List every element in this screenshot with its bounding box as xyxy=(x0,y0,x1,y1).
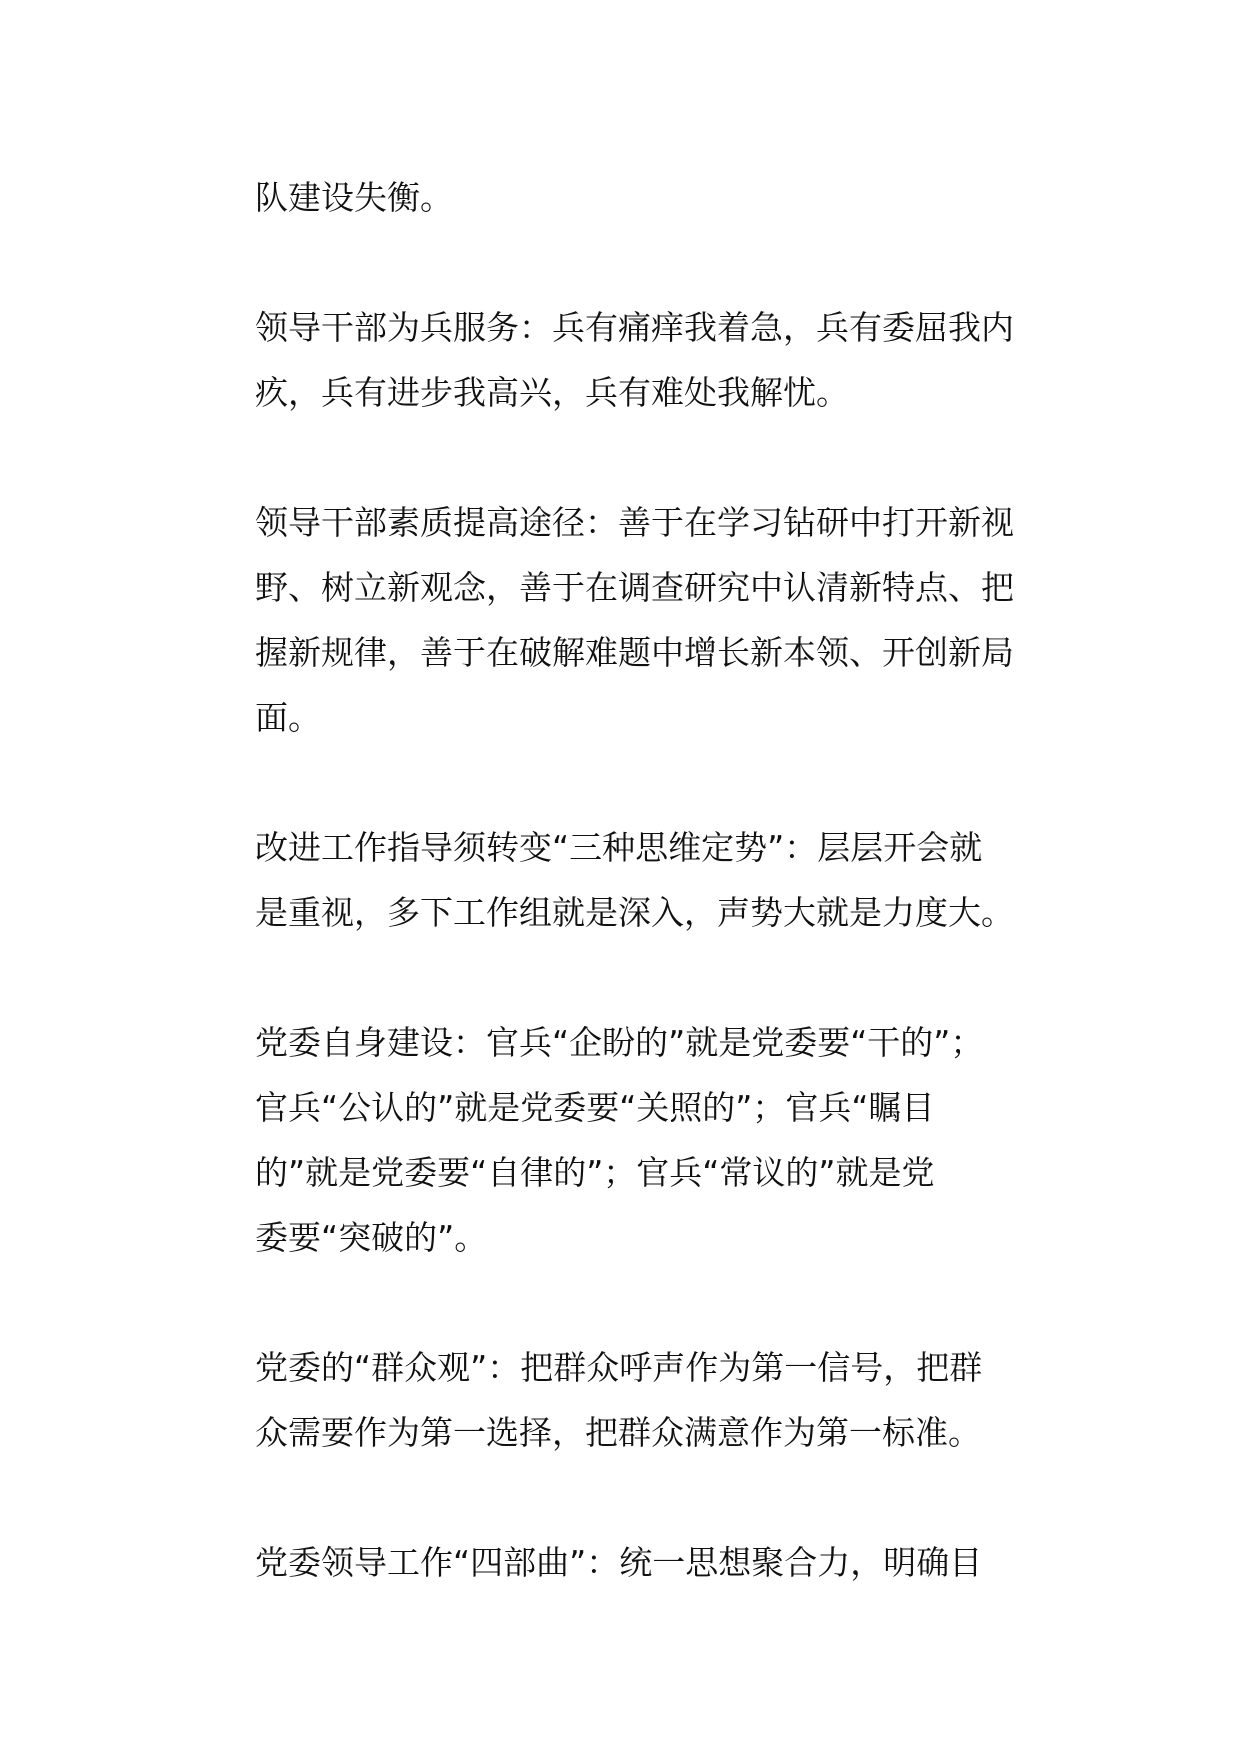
document-body xyxy=(255,165,1075,1595)
paragraph xyxy=(255,1335,1075,1465)
text-line: 野、树立新观念，善于在调查研究中认清新特点、把 xyxy=(255,568,1014,607)
text-line: 党委领导工作“四部曲”：统一思想聚合力，明确目 xyxy=(255,1543,983,1582)
paragraph xyxy=(255,490,1075,750)
text-line: 的”就是党委要“自律的”；官兵“常议的”就是党 xyxy=(255,1153,935,1192)
text-line: 面。 xyxy=(255,698,321,737)
text-line: 改进工作指导须转变“三种思维定势”：层层开会就 xyxy=(255,828,983,867)
text-line: 委要“突破的”。 xyxy=(255,1218,488,1257)
text-line: 是重视，多下工作组就是深入，声势大就是力度大。 xyxy=(255,893,1014,932)
text-line: 领导干部为兵服务：兵有痛痒我着急，兵有委屈我内 xyxy=(255,308,1014,347)
paragraph xyxy=(255,815,1075,945)
paragraph xyxy=(255,295,1075,425)
paragraph xyxy=(255,165,1075,230)
paragraph xyxy=(255,1530,1075,1595)
paragraph xyxy=(255,1010,1075,1270)
text-line: 握新规律，善于在破解难题中增长新本领、开创新局 xyxy=(255,633,1014,672)
text-line: 疚，兵有进步我高兴，兵有难处我解忧。 xyxy=(255,373,849,412)
text-line: 官兵“公认的”就是党委要“关照的”；官兵“瞩目 xyxy=(255,1088,935,1127)
text-line: 党委自身建设：官兵“企盼的”就是党委要“干的”； xyxy=(255,1023,984,1062)
text-line: 党委的“群众观”：把群众呼声作为第一信号，把群 xyxy=(255,1348,983,1387)
text-line: 队建设失衡。 xyxy=(255,178,453,217)
text-line: 众需要作为第一选择，把群众满意作为第一标准。 xyxy=(255,1413,981,1452)
text-line: 领导干部素质提高途径：善于在学习钻研中打开新视 xyxy=(255,503,1014,542)
